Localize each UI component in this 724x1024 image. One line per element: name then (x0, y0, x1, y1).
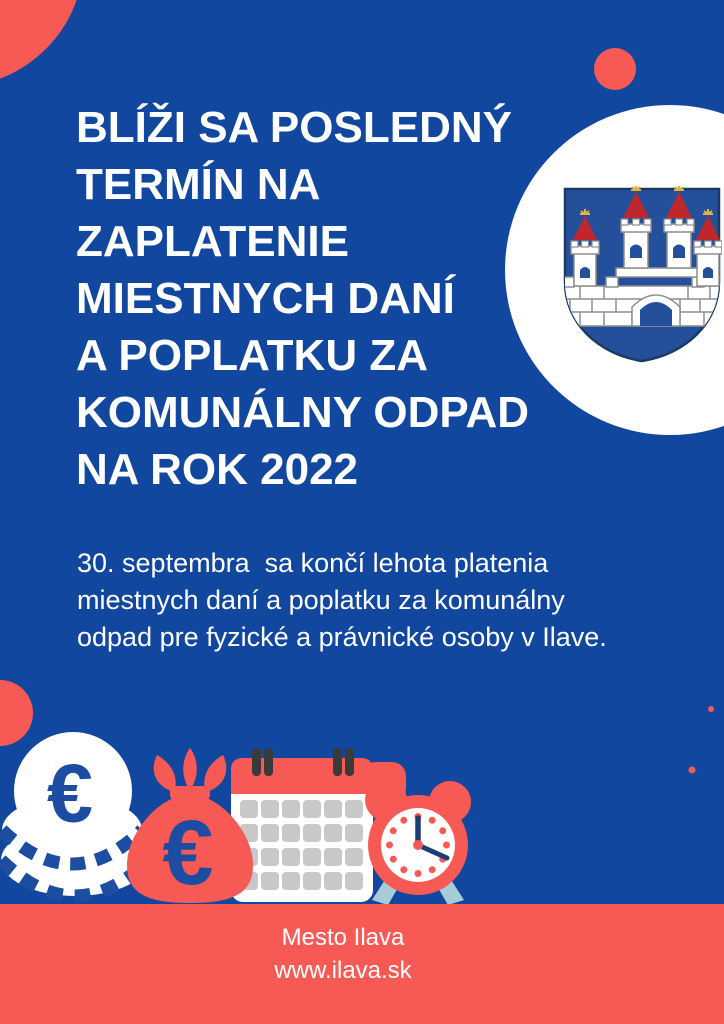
footer-bar (0, 904, 724, 1024)
headline-line: TERMÍN NA (76, 160, 321, 209)
bottom-illustrations (0, 660, 724, 904)
coin-euro-symbol: € (46, 746, 94, 840)
footer-website: www.ilava.sk (274, 957, 412, 984)
alarm-clock-icon (365, 779, 471, 904)
headline-line: BLÍŽI SA POSLEDNÝ (76, 103, 512, 152)
subtitle-line: odpad pre fyzické a právnické osoby v Ilave. (77, 622, 607, 652)
coat-of-arms-icon (562, 186, 722, 364)
decor-dot-small (689, 767, 696, 774)
subtitle-line: miestnych daní a poplatku za komunálny (77, 585, 565, 615)
subtitle-line: 30. septembra sa končí lehota platenia (77, 548, 549, 578)
headline-line: KOMUNÁLNY ODPAD (76, 388, 530, 437)
coins-icon (1, 732, 149, 896)
decor-circle-top-left (0, 0, 84, 87)
headline-line: NA ROK 2022 (76, 445, 359, 494)
headline-line: MIESTNYCH DANÍ (76, 274, 455, 323)
subtitle-text (77, 545, 607, 656)
headline (76, 99, 529, 498)
headline-line: ZAPLATENIE (76, 217, 349, 266)
headline-line: A POPLATKU ZA (76, 331, 428, 380)
bag-euro-symbol: € (162, 802, 214, 904)
decor-dot-small (708, 706, 714, 712)
footer-org: Mesto Ilava (281, 924, 405, 951)
decor-circle-top-right (594, 48, 636, 90)
